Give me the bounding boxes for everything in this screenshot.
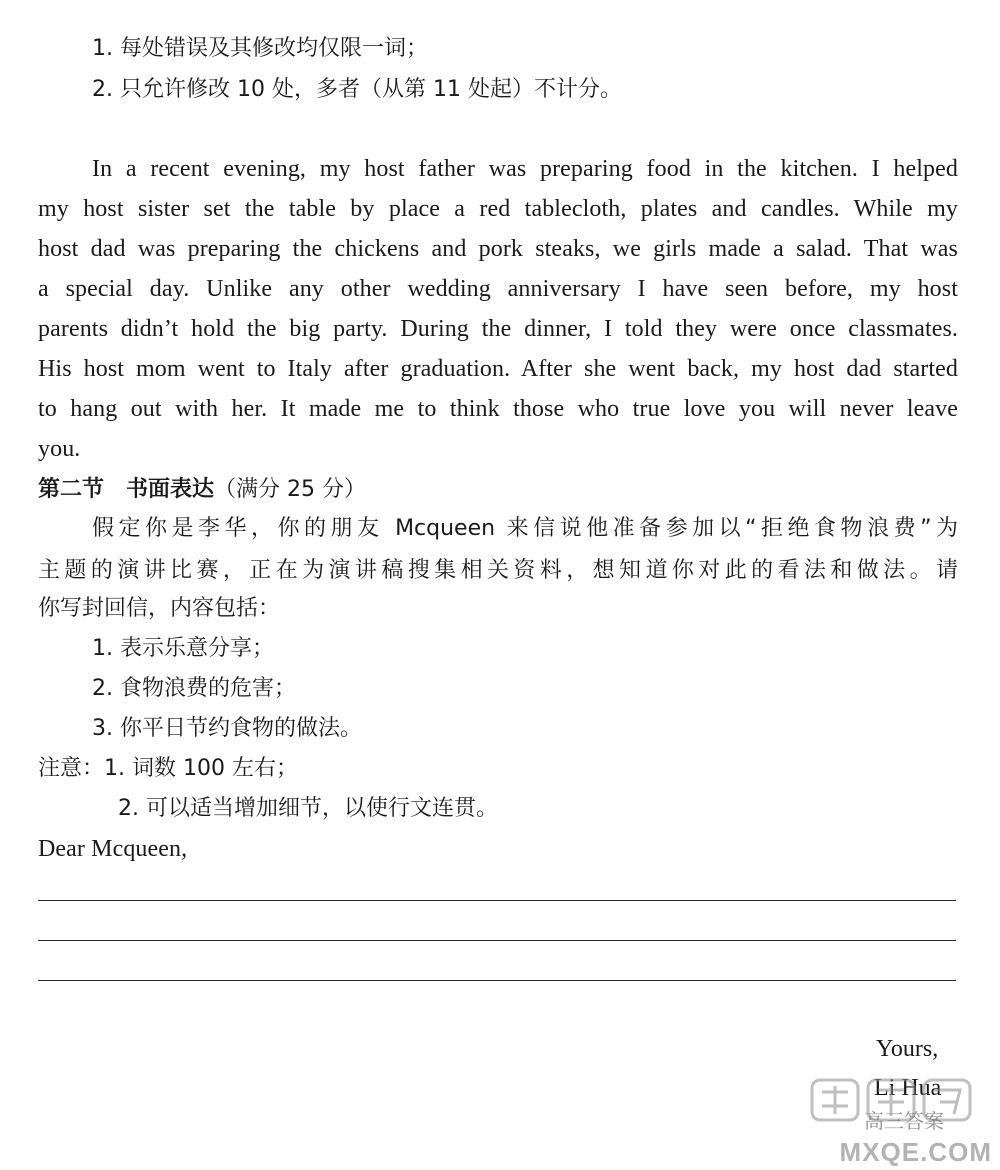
writing-line [38,980,956,981]
notice-line-1 [38,756,298,782]
passage-line: parents didn’t hold the big party. During the dinner, I told they were once classmates. [38,316,958,342]
letter-greeting: Dear Mcqueen, [38,836,188,862]
section-title: 第二节 书面表达 [38,477,215,502]
task-line: 主题的演讲比赛，正在为演讲稿搜集相关资料，想知道你对此的看法和做法。请 [38,558,958,583]
writing-line [38,900,956,901]
notice-label: 注意： [38,756,105,781]
notice-item-1: 1. 词数 100 左右； [104,756,298,781]
passage-line: host dad was preparing the chickens and pork steaks, we girls made a salad. That was [38,236,958,262]
watermark-subtext: 高三答案 [864,1109,944,1133]
section-heading [38,477,366,503]
note-1: 1. 每处错误及其修改均仅限一词； [92,36,428,61]
content-point: 3. 你平日节约食物的做法。 [92,716,362,741]
passage-line: His host mom went to Italy after graduation. After she went back, my host dad started [38,356,958,382]
passage-line: my host sister set the table by place a red tablecloth, plates and candles. While my [38,196,958,222]
writing-line [38,940,956,941]
task-line: 假定你是李华，你的朋友 Mcqueen 来信说他准备参加以“拒绝食物浪费”为 [92,516,958,541]
section-score: （满分 25 分） [214,477,366,502]
watermark-text: MXQE.COM [839,1137,992,1167]
note-2: 2. 只允许修改 10 处，多者（从第 11 处起）不计分。 [92,77,622,102]
passage-line: In a recent evening, my host father was preparing food in the kitchen. I helped [92,156,958,182]
letter-signature: Li Hua [874,1075,942,1101]
letter-closing: Yours, [876,1036,939,1062]
passage-line: to hang out with her. It made me to think those who true love you will never leave [38,396,958,422]
notice-item-2: 2. 可以适当增加细节，以使行文连贯。 [118,796,498,821]
passage-line: you. [38,436,81,462]
task-line: 你写封回信，内容包括： [38,596,281,621]
content-point: 2. 食物浪费的危害； [92,676,296,701]
content-point: 1. 表示乐意分享； [92,636,274,661]
passage-line: a special day. Unlike any other wedding anniversary I have seen before, my host [38,276,958,302]
